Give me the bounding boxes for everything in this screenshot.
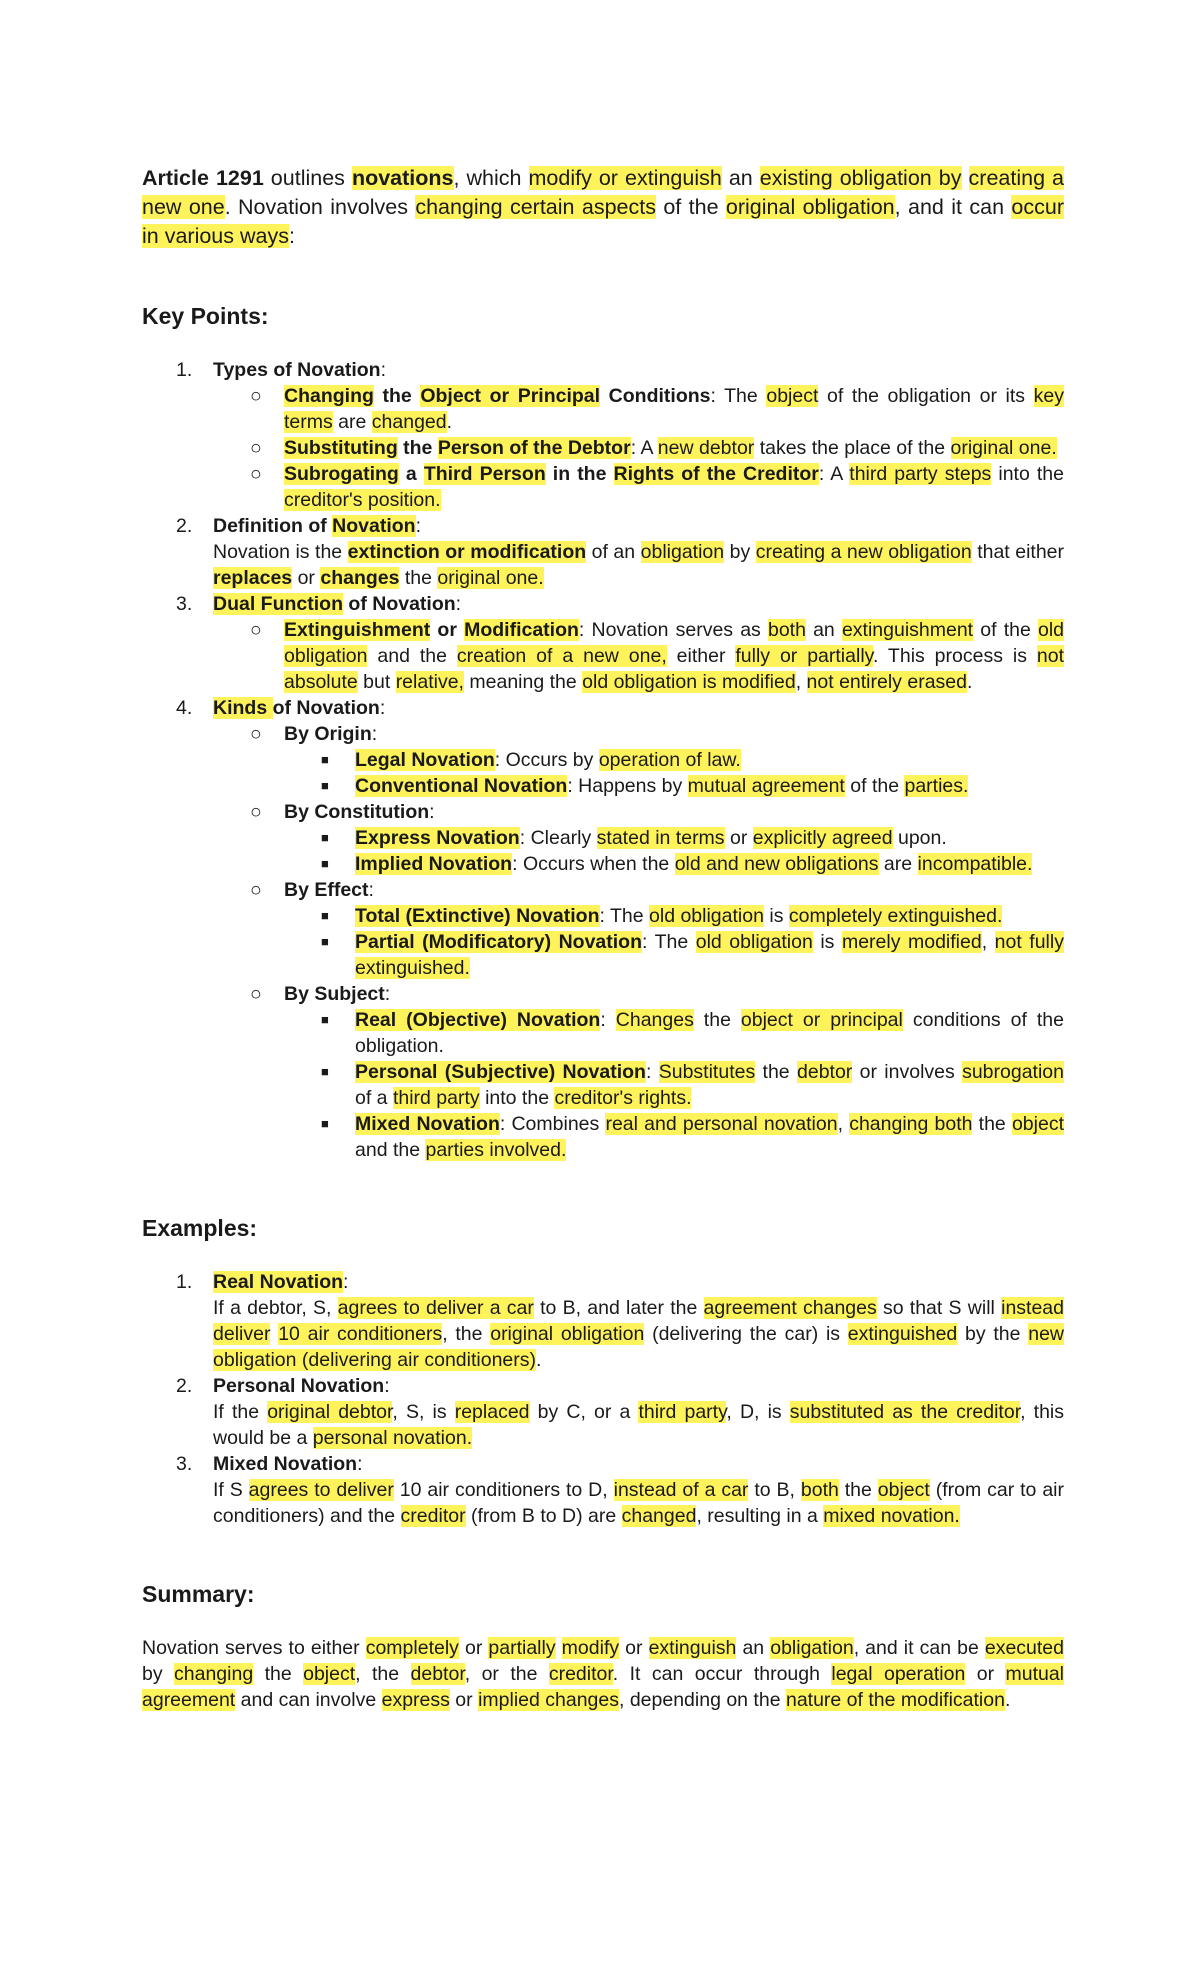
text-run: and can involve [235, 1689, 382, 1711]
highlighted-text: partially [488, 1637, 556, 1659]
text-run: : [371, 723, 378, 745]
text-run: the [755, 1061, 797, 1083]
highlighted-text: fully or partially [735, 645, 873, 667]
highlighted-text: Express Novation [355, 827, 520, 849]
text-run: (delivering the car) is [644, 1323, 848, 1345]
text-run: : [600, 1009, 616, 1031]
text-run: so that S will [876, 1297, 1002, 1319]
text-run: : Combines [499, 1113, 606, 1135]
text-run: into the [479, 1087, 555, 1109]
highlighted-text: Personal (Subjective) Novation [355, 1061, 646, 1083]
highlighted-text: explicitly agreed [752, 827, 893, 849]
text-run: If the [213, 1401, 268, 1423]
highlighted-text: original one. [950, 437, 1057, 459]
text-run: . [446, 411, 453, 433]
highlighted-text: mutual agreement [142, 1663, 1065, 1711]
highlighted-text: implied changes [478, 1689, 619, 1711]
list-item [142, 1269, 1064, 1295]
highlighted-text: personal novation. [312, 1427, 473, 1449]
highlighted-text: stated in terms [596, 827, 725, 849]
highlighted-text: extinction or modification [347, 541, 587, 563]
highlighted-text: agreement changes [703, 1297, 877, 1319]
highlighted-text: Substitutes [658, 1061, 756, 1083]
text-run: : [380, 359, 386, 381]
text-run: of Novation [343, 593, 456, 615]
highlighted-text: changing [174, 1663, 254, 1685]
list-item [142, 357, 1064, 383]
highlighted-text: creating a new obligation [755, 541, 972, 563]
text-run: , the [442, 1323, 491, 1345]
list-number: 3. [176, 593, 193, 615]
highlighted-text: original obligation [725, 195, 895, 219]
list-number: 2. [176, 515, 193, 537]
highlighted-text: not fully extinguished. [355, 931, 1064, 979]
list-number: 1. [176, 1271, 193, 1293]
text-run: of the [973, 619, 1038, 641]
text-run: Mixed Novation [213, 1453, 358, 1475]
highlighted-text: Real (Objective) Novation [355, 1009, 601, 1031]
highlighted-text: creditor's rights. [554, 1087, 692, 1109]
highlighted-text: mixed novation. [823, 1505, 960, 1527]
square-bullet-icon: ■ [321, 752, 329, 767]
highlighted-text: Total (Extinctive) Novation [355, 905, 600, 927]
highlighted-text: novations [351, 166, 454, 190]
highlighted-text: extinguish [648, 1637, 737, 1659]
text-run: , S, is [392, 1401, 455, 1423]
text-run: . [536, 1349, 542, 1371]
highlighted-text: Mixed Novation [355, 1113, 500, 1135]
square-bullet-icon: ■ [321, 1116, 329, 1131]
square-bullet-icon: ■ [321, 778, 329, 793]
text-run: : Clearly [519, 827, 597, 849]
text-run: a [398, 463, 424, 485]
highlighted-text: key terms [284, 385, 1064, 433]
text-run: : [429, 801, 435, 823]
text-run: or [965, 1663, 1006, 1685]
text-run: By Effect [284, 879, 369, 901]
highlighted-text: Extinguishment [284, 619, 431, 641]
highlighted-text: Object or Principal [420, 385, 601, 407]
highlighted-text: both [767, 619, 806, 641]
text-run: : Occurs by [494, 749, 599, 771]
list-item [142, 903, 1064, 929]
highlighted-text: old obligation [649, 905, 764, 927]
key-points-list [142, 357, 1064, 1163]
text-run: , and it can [894, 195, 1012, 219]
text-run: of Novation [272, 697, 380, 719]
list-item [142, 929, 1064, 981]
text-run: takes the place of the [754, 437, 951, 459]
text-run: : [357, 1453, 363, 1475]
highlighted-text: object [303, 1663, 356, 1685]
list-item [142, 435, 1064, 461]
text-run: are [332, 411, 372, 433]
text-run: By Constitution [284, 801, 430, 823]
text-run: . This process is [872, 645, 1037, 667]
text-run: : [368, 879, 374, 901]
hollow-bullet-icon: ○ [250, 801, 262, 823]
highlighted-text: third party [638, 1401, 727, 1423]
text-run [962, 166, 969, 190]
highlighted-text: new obligation (delivering air conditioners) [213, 1323, 1064, 1371]
text-run: Definition of [213, 515, 333, 537]
text-run: either [666, 645, 736, 667]
highlighted-text: legal operation [831, 1663, 966, 1685]
text-run: If S [213, 1479, 249, 1501]
highlighted-text: object [766, 385, 819, 407]
text-run: of the [655, 195, 726, 219]
highlighted-text: real and personal novation [605, 1113, 838, 1135]
text-run: : Novation serves as [578, 619, 768, 641]
hollow-bullet-icon: ○ [250, 385, 262, 407]
text-run: : The [599, 905, 650, 927]
highlighted-text: not entirely erased [806, 671, 967, 693]
text-run: , or the [464, 1663, 549, 1685]
list-item [142, 1007, 1064, 1059]
text-run: . Novation involves [224, 195, 416, 219]
square-bullet-icon: ■ [321, 1012, 329, 1027]
intro-paragraph [142, 164, 1064, 251]
text-run: Article 1291 [142, 166, 264, 190]
text-run: 10 air conditioners to D, [393, 1479, 614, 1501]
highlighted-text: debtor [797, 1061, 853, 1083]
highlighted-text: relative, [395, 671, 464, 693]
text-run: an [805, 619, 842, 641]
text-run: , this would be a [213, 1401, 1064, 1449]
text-run: or [724, 827, 753, 849]
text-run: of the obligation or its [818, 385, 1034, 407]
text-run: : [384, 1375, 390, 1397]
text-run: (from car to air conditioners) and the [213, 1479, 1064, 1527]
highlighted-text: creditor's position. [284, 489, 441, 511]
text-run: , the [355, 1663, 411, 1685]
text-run: the [972, 1113, 1012, 1135]
text-run: : The [642, 931, 696, 953]
text-run: . [1004, 1689, 1011, 1711]
highlighted-text: original one. [437, 567, 544, 589]
highlighted-text: creating a new one [142, 166, 1065, 219]
text-run: , which [453, 166, 529, 190]
highlighted-text: Third Person [423, 463, 546, 485]
list-item [142, 1111, 1064, 1163]
text-run: is [812, 931, 842, 953]
list-item [142, 981, 1064, 1007]
list-number: 2. [176, 1375, 193, 1397]
highlighted-text: occur in various ways [142, 195, 1064, 248]
highlighted-text: original obligation [490, 1323, 645, 1345]
text-run: upon. [892, 827, 947, 849]
text-run: and the [355, 1139, 426, 1161]
highlighted-text: old and new obligations [674, 853, 879, 875]
highlighted-text: executed [984, 1637, 1065, 1659]
text-run: by [142, 1663, 175, 1685]
list-item [142, 799, 1064, 825]
text-run: By Subject [284, 983, 385, 1005]
text-run: If a debtor, S, [213, 1297, 338, 1319]
text-run: by C, or a [529, 1401, 639, 1423]
highlighted-text: Novation [332, 515, 416, 537]
highlighted-text: new debtor [657, 437, 755, 459]
text-run: : [379, 697, 386, 719]
text-run: or [619, 1637, 649, 1659]
list-item [142, 617, 1064, 695]
square-bullet-icon: ■ [321, 830, 329, 845]
text-run: : [455, 593, 462, 615]
highlighted-text: agrees to deliver [248, 1479, 394, 1501]
list-item [142, 721, 1064, 747]
highlighted-text: completely extinguished. [788, 905, 1003, 927]
list-item [142, 383, 1064, 435]
highlighted-text: substituted as the creditor [789, 1401, 1021, 1423]
text-run: conditions of the obligation. [355, 1009, 1064, 1057]
highlighted-text: Partial (Modificatory) Novation [355, 931, 643, 953]
list-item [142, 773, 1064, 799]
highlighted-text: Modification [464, 619, 579, 641]
text-run: or [458, 1637, 489, 1659]
examples-list [142, 1269, 1064, 1529]
highlighted-text: debtor [410, 1663, 465, 1685]
highlighted-text: Real Novation [213, 1271, 344, 1293]
text-run: By Origin [284, 723, 372, 745]
highlighted-text: instead of a car [613, 1479, 749, 1501]
highlighted-text: existing obligation by [759, 166, 962, 190]
highlighted-text: instead deliver [213, 1297, 1064, 1345]
text-run: : [384, 983, 391, 1005]
text-run: by the [957, 1323, 1029, 1345]
list-item [142, 747, 1064, 773]
list-item [142, 1451, 1064, 1477]
highlighted-text: agrees to deliver a car [337, 1297, 534, 1319]
text-run: , resulting in a [696, 1505, 824, 1527]
highlighted-text: express [381, 1689, 450, 1711]
text-run: Novation is the [213, 541, 348, 563]
highlighted-text: Legal Novation [355, 749, 495, 771]
text-run: but [357, 671, 396, 693]
text-run: outlines [263, 166, 352, 190]
text-run: the [397, 437, 438, 459]
highlighted-text: operation of law. [598, 749, 741, 771]
text-run: : [645, 1061, 659, 1083]
text-run: the [838, 1479, 878, 1501]
list-number: 4. [176, 697, 193, 719]
highlighted-text: parties. [904, 775, 969, 797]
text-run: , and it can be [853, 1637, 985, 1659]
text-run: by [724, 541, 756, 563]
highlighted-text: obligation [640, 541, 725, 563]
text-run: : [343, 1271, 349, 1293]
document-page [142, 164, 1064, 1713]
highlighted-text: parties involved. [425, 1139, 567, 1161]
highlighted-text: creditor [400, 1505, 466, 1527]
text-run: that either [971, 541, 1065, 563]
text-run: , [795, 671, 807, 693]
highlighted-text: creditor [548, 1663, 613, 1685]
highlighted-text: subrogation [962, 1061, 1064, 1083]
highlighted-text: mutual agreement [687, 775, 845, 797]
highlighted-text: both [800, 1479, 839, 1501]
list-item [142, 1399, 1064, 1451]
text-run: : [415, 515, 421, 537]
highlighted-text: incompatible. [917, 853, 1033, 875]
square-bullet-icon: ■ [321, 1064, 329, 1079]
highlighted-text: Person of the Debtor [437, 437, 631, 459]
text-run: or involves [852, 1061, 963, 1083]
highlighted-text: creation of a new one, [456, 645, 667, 667]
text-run: . It can occur through [612, 1663, 832, 1685]
list-item [142, 1373, 1064, 1399]
text-run: in the [545, 463, 614, 485]
highlighted-text: replaces [213, 567, 293, 589]
text-run: : [288, 224, 295, 248]
text-run: Novation serves to either [142, 1637, 366, 1659]
text-run: of a [355, 1087, 393, 1109]
text-run: , depending on the [618, 1689, 786, 1711]
text-run: of the [844, 775, 905, 797]
highlighted-text: original debtor [267, 1401, 393, 1423]
text-run: : Happens by [567, 775, 688, 797]
list-item [142, 461, 1064, 513]
text-run: to B, and later the [533, 1297, 704, 1319]
highlighted-text: Changes [615, 1009, 694, 1031]
text-run: Conditions [600, 385, 711, 407]
list-item [142, 695, 1064, 721]
text-run: : The [710, 385, 767, 407]
text-run: into the [991, 463, 1064, 485]
text-run: or [449, 1689, 479, 1711]
text-run: an [721, 166, 760, 190]
text-run: meaning the [463, 671, 583, 693]
highlighted-text: replaced [454, 1401, 530, 1423]
square-bullet-icon: ■ [321, 908, 329, 923]
highlighted-text: changes [320, 567, 400, 589]
list-item [142, 1295, 1064, 1373]
highlighted-text: Rights of the Creditor [613, 463, 819, 485]
highlighted-text: old obligation [695, 931, 813, 953]
text-run: . [966, 671, 973, 693]
text-run: Personal Novation [213, 1375, 385, 1397]
list-item [142, 877, 1064, 903]
hollow-bullet-icon: ○ [250, 463, 262, 485]
text-run: to B, [748, 1479, 801, 1501]
highlighted-text: third party steps [849, 463, 992, 485]
highlighted-text: changing certain aspects [415, 195, 656, 219]
text-run: is [763, 905, 789, 927]
highlighted-text: changed [621, 1505, 697, 1527]
list-item [142, 1059, 1064, 1111]
highlighted-text: Subrogating [284, 463, 399, 485]
text-run: or [430, 619, 465, 641]
list-number: 3. [176, 1453, 193, 1475]
examples-heading: Examples: [142, 1215, 258, 1241]
list-item [142, 825, 1064, 851]
hollow-bullet-icon: ○ [250, 723, 262, 745]
summary-paragraph [142, 1635, 1064, 1713]
text-run: the [399, 567, 438, 589]
text-run: the [253, 1663, 304, 1685]
text-run: , D, is [726, 1401, 790, 1423]
highlighted-text: Kinds [213, 697, 273, 719]
text-run: are [878, 853, 918, 875]
text-run: (from B to D) are [465, 1505, 622, 1527]
highlighted-text: not absolute [284, 645, 1064, 693]
highlighted-text: extinguished [847, 1323, 958, 1345]
highlighted-text: modify [561, 1637, 620, 1659]
text-run [556, 1637, 562, 1659]
text-run: of an [586, 541, 641, 563]
text-run: the [693, 1009, 741, 1031]
text-run: , [981, 931, 995, 953]
highlighted-text: object [1011, 1113, 1064, 1135]
text-run: : Occurs when the [512, 853, 675, 875]
list-item [142, 851, 1064, 877]
text-run: and the [367, 645, 457, 667]
key-points-heading: Key Points: [142, 303, 269, 329]
hollow-bullet-icon: ○ [250, 879, 262, 901]
highlighted-text: merely modified [841, 931, 982, 953]
hollow-bullet-icon: ○ [250, 983, 262, 1005]
highlighted-text: third party [392, 1087, 480, 1109]
highlighted-text: Changing [284, 385, 374, 407]
list-item [142, 1477, 1064, 1529]
highlighted-text: modify or extinguish [528, 166, 722, 190]
list-item [142, 539, 1064, 591]
list-item [142, 591, 1064, 617]
list-item [142, 513, 1064, 539]
highlighted-text: completely [365, 1637, 459, 1659]
hollow-bullet-icon: ○ [250, 437, 262, 459]
highlighted-text: nature of the modification [785, 1689, 1005, 1711]
highlighted-text: old obligation [284, 619, 1064, 667]
text-run: : A [818, 463, 850, 485]
highlighted-text: changing both [849, 1113, 973, 1135]
highlighted-text: Dual Function [213, 593, 343, 615]
highlighted-text: extinguishment [841, 619, 974, 641]
text-run: the [373, 385, 421, 407]
square-bullet-icon: ■ [321, 856, 329, 871]
text-run: Types of Novation [213, 359, 381, 381]
highlighted-text: object [877, 1479, 930, 1501]
highlighted-text: Conventional Novation [355, 775, 568, 797]
highlighted-text: changed [371, 411, 447, 433]
text-run: an [736, 1637, 771, 1659]
square-bullet-icon: ■ [321, 934, 329, 949]
summary-heading: Summary: [142, 1581, 255, 1607]
text-run: : A [630, 437, 658, 459]
highlighted-text: Substituting [284, 437, 398, 459]
text-run: , [837, 1113, 850, 1135]
text-run: or [292, 567, 321, 589]
hollow-bullet-icon: ○ [250, 619, 262, 641]
highlighted-text: old obligation is modified [582, 671, 796, 693]
highlighted-text: 10 air conditioners [278, 1323, 443, 1345]
highlighted-text: object or principal [740, 1009, 903, 1031]
highlighted-text: Implied Novation [355, 853, 513, 875]
highlighted-text: obligation [770, 1637, 854, 1659]
list-number: 1. [176, 359, 193, 381]
